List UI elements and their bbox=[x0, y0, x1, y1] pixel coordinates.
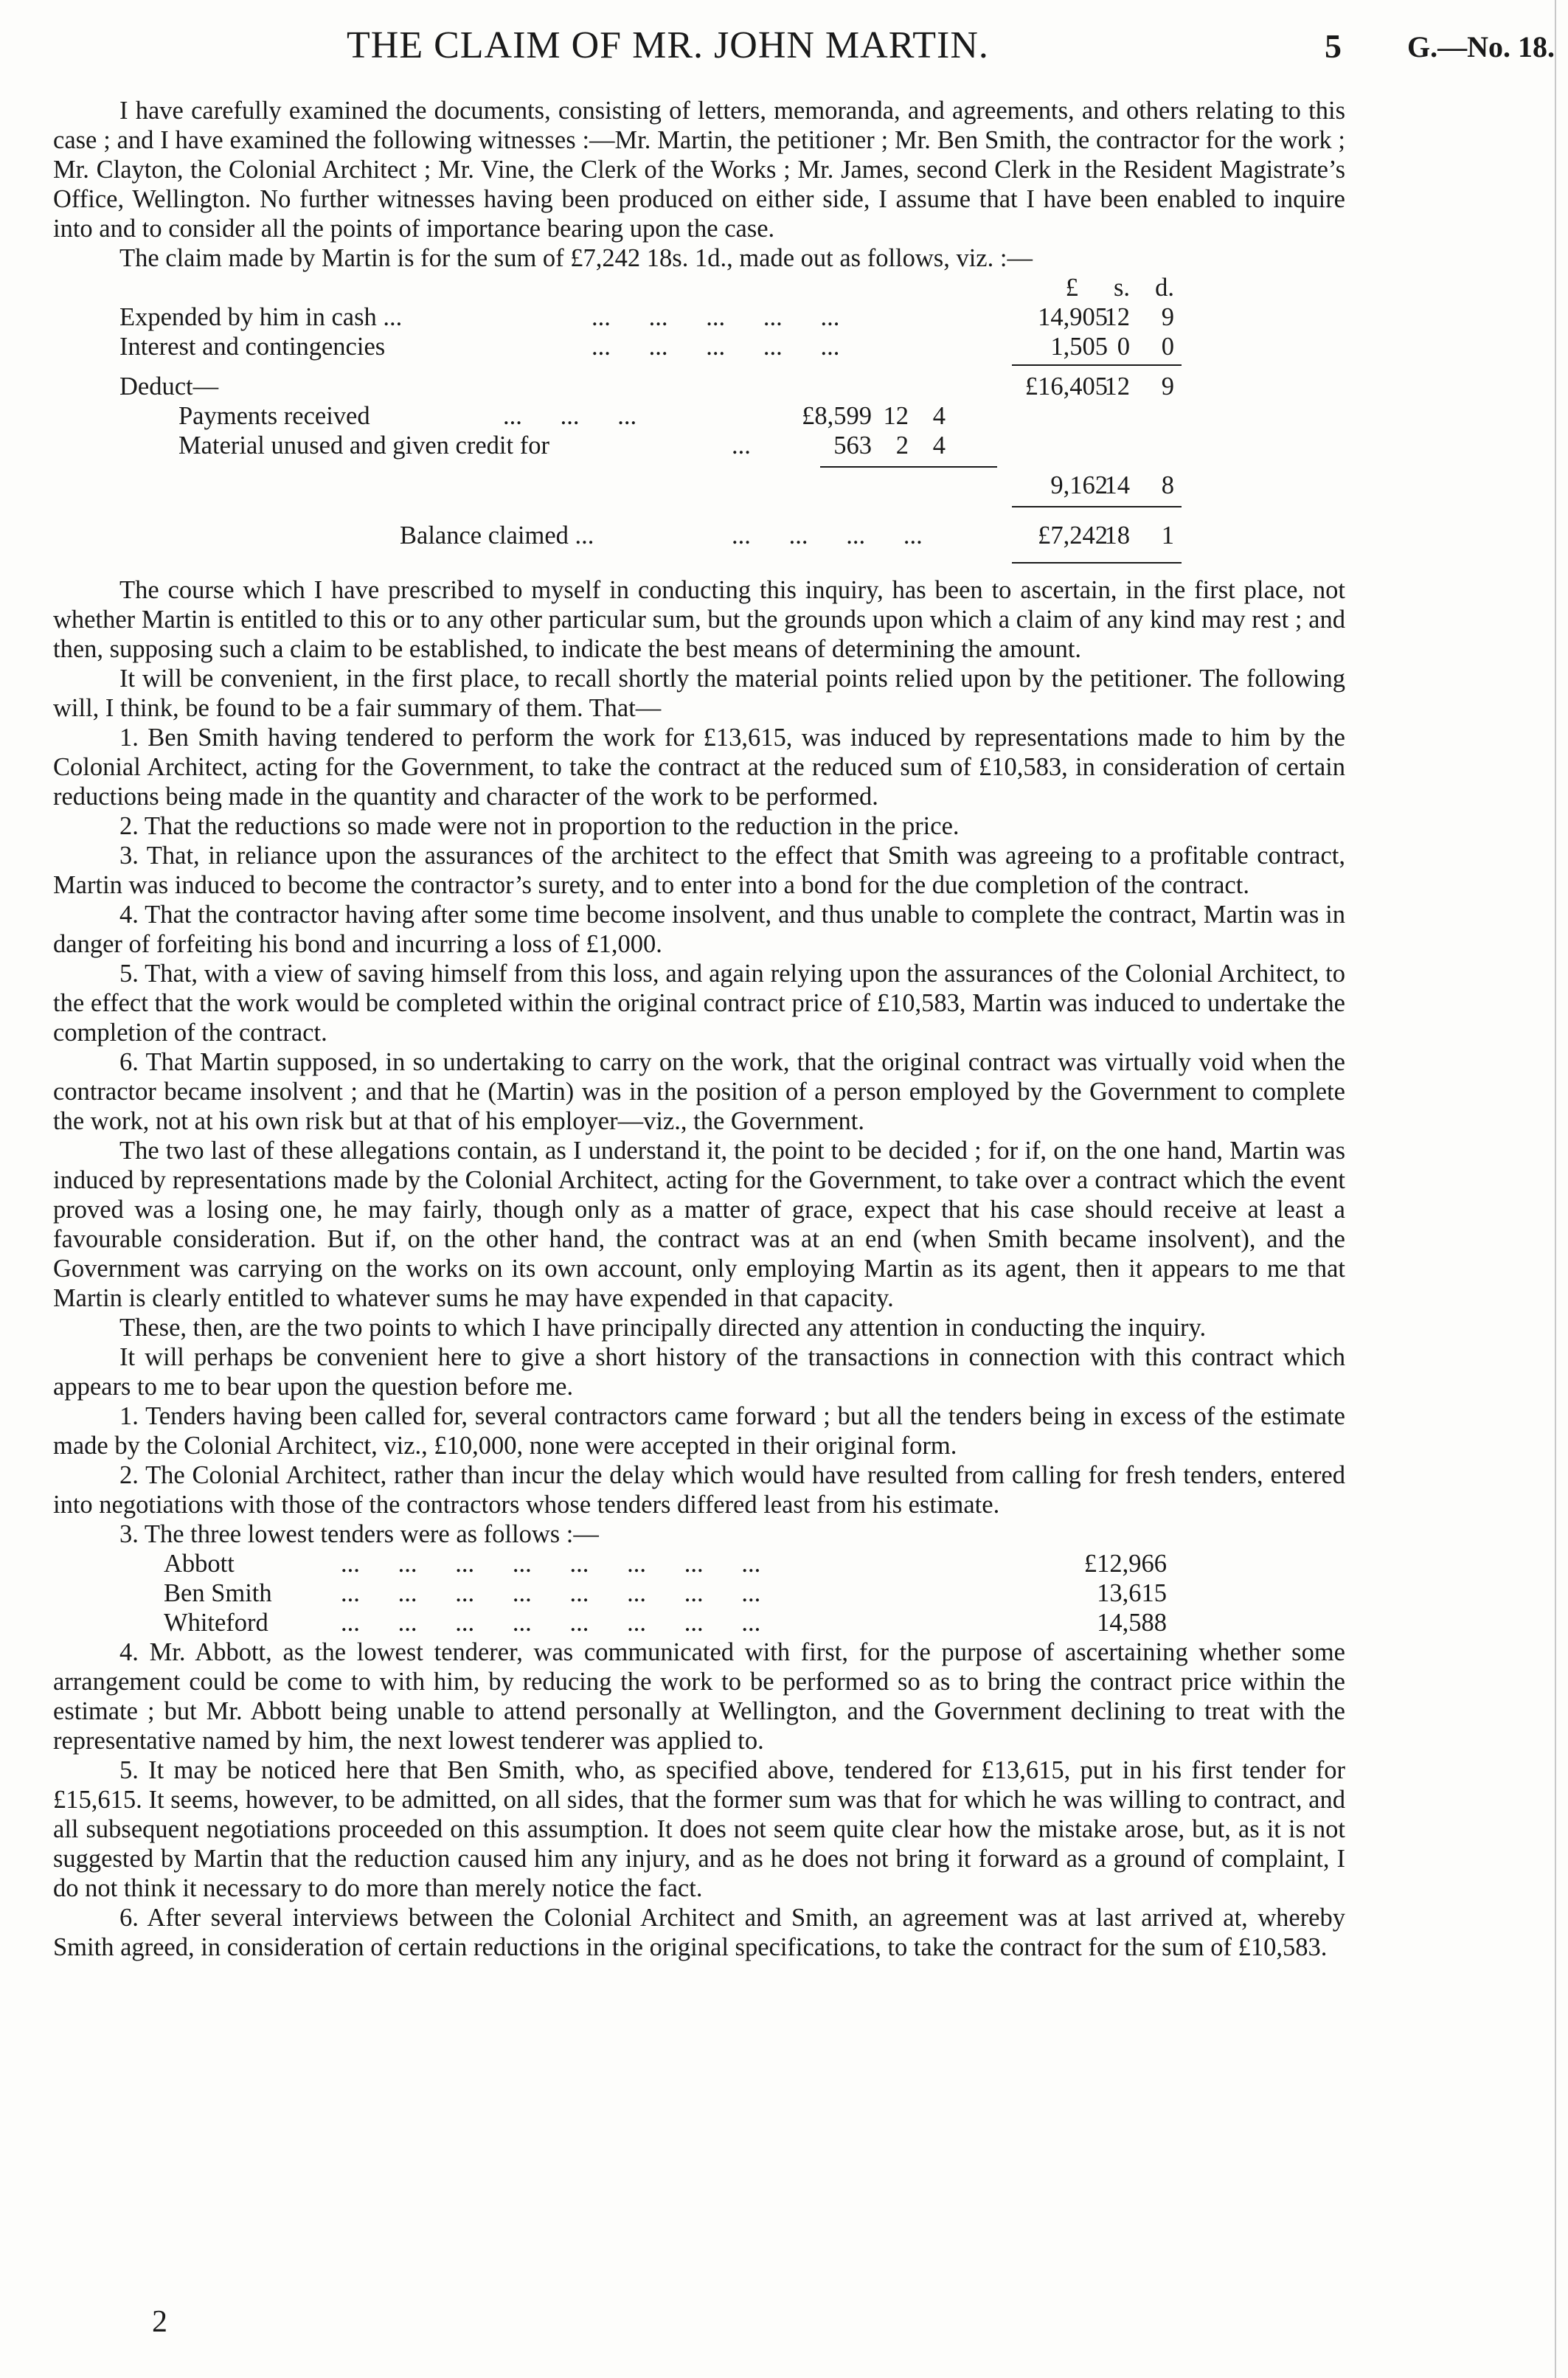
pounds-value: £8,599 bbox=[802, 402, 872, 430]
page-number: 5 bbox=[1325, 27, 1342, 65]
page-title: THE CLAIM OF MR. JOHN MARTIN. bbox=[347, 24, 989, 66]
leader-dots: ... ... ... ... ... ... ... ... bbox=[341, 1550, 761, 1578]
pounds-value: 9,162 bbox=[1050, 471, 1108, 499]
signature-mark: 2 bbox=[152, 2305, 167, 2339]
table-row-subtotal bbox=[53, 372, 1345, 401]
paragraph: It will perhaps be convenient here to give a short history of the transactions in connection with this contract which appears to me to bear upon the question before me. bbox=[53, 1343, 1345, 1401]
tender-row bbox=[53, 1608, 1345, 1637]
pence-value: 9 bbox=[1161, 372, 1174, 401]
deduct-label: Deduct— bbox=[119, 372, 219, 401]
document-body bbox=[53, 96, 1345, 1962]
pence-value: 4 bbox=[932, 402, 946, 430]
row-label: Expended by him in cash ... bbox=[119, 303, 403, 331]
row-label: Payments received bbox=[178, 402, 370, 430]
claim-table bbox=[53, 273, 1345, 568]
tender-name: Ben Smith bbox=[164, 1579, 272, 1607]
pence-value: 1 bbox=[1161, 521, 1174, 550]
shillings-value: 12 bbox=[883, 402, 909, 430]
row-label: Material unused and given credit for bbox=[178, 431, 549, 460]
currency-header-row bbox=[53, 273, 1345, 302]
tenders-table bbox=[53, 1549, 1345, 1637]
list-item: 5. It may be noticed here that Ben Smith, who, as specified above, tendered for £13,615, put in his first tender for £15,615. It seems, however, to be admitted, on all sides, that the former sum was that for which he was willing to contract, and all subsequent negotiations proceeded on this assumption. It does not seem quite clear how the mistake arose, but, as it is not suggested by Martin that the reduction caused him any injury, and as he does not bring it forward as a ground of complaint, I do not think it necessary to do more than merely notice the fact. bbox=[53, 1756, 1345, 1902]
list-item: 3. The three lowest tenders were as follows :— bbox=[119, 1520, 599, 1548]
paragraph: The two last of these allegations contain, as I understand it, the point to be decided ; for if, on the one hand, Martin was induced by representations made by the Colonial Architect, acting for the Government, to take over a contract which the event proved was a losing one, he may fairly, though only as a matter of grace, expect that his case should receive at least a favourable consideration. But if, on the other hand, the contract was at an end (when Smith became insolvent), and the Government was carrying on the works on its own account, only employing Martin as its agent, then it appears to me that Martin is clearly entitled to whatever sums he may have expended in that capacity. bbox=[53, 1137, 1345, 1312]
sum-rule bbox=[1012, 562, 1182, 564]
table-row-balance bbox=[53, 521, 1345, 550]
tender-row bbox=[53, 1578, 1345, 1608]
leader-dots: ... ... ... ... ... bbox=[592, 333, 840, 361]
shillings-value: 18 bbox=[1104, 521, 1130, 550]
pounds-value: 1,505 bbox=[1050, 333, 1108, 361]
paper-number: G.—No. 18. bbox=[1407, 30, 1555, 63]
pence-value: 8 bbox=[1161, 471, 1174, 499]
list-item: 2. The Colonial Architect, rather than incur the delay which would have resulted from calling for fresh tenders, entered into negotiations with those of the contractors whose tenders differed least from his estimate. bbox=[53, 1461, 1345, 1519]
list-item: 4. Mr. Abbott, as the lowest tenderer, was communicated with first, for the purpose of ascertaining whether some arrangement could be come to with him, by reducing the work to be performed so as to bring the contract price within the estimate ; but Mr. Abbott being unable to attend personally at Wellington, and the Government declining to treat with the representative named by him, the next lowest tenderer was applied to. bbox=[53, 1638, 1345, 1755]
shillings-value: 2 bbox=[895, 431, 909, 460]
pence-value: 4 bbox=[932, 431, 946, 460]
list-item: 4. That the contractor having after some time become insolvent, and thus unable to complete the contract, Martin was in danger of forfeiting his bond and incurring a loss of £1,000. bbox=[53, 901, 1345, 958]
list-item: 1. Ben Smith having tendered to perform the work for £13,615, was induced by representations made to him by the Colonial Architect, acting for the Government, to take the contract at the reduced sum of £10,583, in consideration of certain reductions being made in the quantity and character of the work to be performed. bbox=[53, 724, 1345, 811]
sum-rule bbox=[1012, 506, 1182, 507]
pounds-value: 14,905 bbox=[1038, 303, 1108, 331]
pounds-value: £7,242 bbox=[1038, 521, 1108, 550]
tender-row bbox=[53, 1549, 1345, 1578]
list-item: 2. That the reductions so made were not in proportion to the reduction in the price. bbox=[119, 812, 960, 840]
tender-amount: 13,615 bbox=[1097, 1579, 1167, 1607]
list-item: 3. That, in reliance upon the assurances of the architect to the effect that Smith was agreeing to a profitable contract, Martin was induced to become the contractor’s surety, and to enter into a bond for the due completion of the contract. bbox=[53, 842, 1345, 899]
leader-dots: ... ... ... ... ... ... ... ... bbox=[341, 1579, 761, 1607]
pounds-value: 563 bbox=[833, 431, 872, 460]
tender-amount: 14,588 bbox=[1097, 1609, 1167, 1637]
list-item: 6. After several interviews between the Colonial Architect and Smith, an agreement was at last arrived at, whereby Smith agreed, in consideration of certain reductions in the original specifications, to take the contract for the sum of £10,583. bbox=[53, 1904, 1345, 1961]
pounds-header: £ bbox=[1065, 274, 1078, 302]
shillings-value: 12 bbox=[1104, 303, 1130, 331]
paragraph: The claim made by Martin is for the sum of £7,242 18s. 1d., made out as follows, viz. :— bbox=[119, 244, 1033, 272]
paragraph: These, then, are the two points to which I have principally directed any attention in conducting the inquiry. bbox=[119, 1314, 1207, 1342]
table-row-expended bbox=[53, 302, 1345, 332]
table-row-deduction-total bbox=[53, 471, 1345, 500]
sum-rule bbox=[820, 466, 997, 468]
shillings-header: s. bbox=[1113, 274, 1130, 302]
shillings-value: 14 bbox=[1104, 471, 1130, 499]
page-header bbox=[0, 16, 1568, 68]
row-label: Interest and contingencies bbox=[119, 333, 386, 361]
page-edge-rule bbox=[1555, 0, 1556, 2378]
pence-value: 9 bbox=[1161, 303, 1174, 331]
tender-amount: £12,966 bbox=[1083, 1550, 1167, 1578]
paragraph: I have carefully examined the documents, consisting of letters, memoranda, and agreements, and others relating to this case ; and I have examined the following witnesses :—Mr. Martin, the petitioner ; Mr. Ben Smith, the contractor for the work ; Mr. Clayton, the Colonial Architect ; Mr. Vine, the Clerk of the Works ; Mr. James, second Clerk in the Resident Magistrate’s Office, Wellington. No further witnesses having been produced on either side, I assume that I have been enabled to inquire into and to consider all the points of importance bearing upon the case. bbox=[53, 97, 1345, 243]
paragraph: The course which I have prescribed to myself in conducting this inquiry, has been to ascertain, in the first place, not whether Martin is entitled to this or to any other particular sum, but the grounds upon which a claim of any kind may rest ; and then, supposing such a claim to be established, to indicate the best means of determining the amount. bbox=[53, 576, 1345, 663]
sum-rule bbox=[1012, 364, 1182, 366]
table-row-material bbox=[53, 431, 1345, 460]
pence-value: 0 bbox=[1161, 333, 1174, 361]
shillings-value: 12 bbox=[1104, 372, 1130, 401]
list-item: 5. That, with a view of saving himself from this loss, and again relying upon the assurances of the Colonial Architect, to the effect that the work would be completed within the original contract price of £10,583, Martin was induced to undertake the completion of the contract. bbox=[53, 960, 1345, 1047]
leader-dots: ... ... ... ... bbox=[732, 521, 923, 550]
leader-dots: ... ... ... ... ... ... ... ... bbox=[341, 1609, 761, 1637]
tender-name: Whiteford bbox=[164, 1609, 268, 1637]
tender-name: Abbott bbox=[164, 1550, 235, 1578]
leader-dots: ... ... ... bbox=[503, 402, 637, 430]
shillings-value: 0 bbox=[1117, 333, 1130, 361]
leader-dots: ... bbox=[732, 431, 751, 460]
pence-header: d. bbox=[1155, 274, 1174, 302]
list-item: 1. Tenders having been called for, several contractors came forward ; but all the tenders being in excess of the estimate made by the Colonial Architect, viz., £10,000, none were accepted in their original form. bbox=[53, 1402, 1345, 1460]
table-row-payments bbox=[53, 401, 1345, 431]
pounds-value: £16,405 bbox=[1024, 372, 1108, 401]
table-row-interest bbox=[53, 332, 1345, 361]
leader-dots: ... ... ... ... ... bbox=[592, 303, 840, 331]
list-item: 6. That Martin supposed, in so undertaking to carry on the work, that the original contract was virtually void when the contractor became insolvent ; and that he (Martin) was in the position of a person employed by the Government to complete the work, not at his own risk but at that of his employer—viz., the Government. bbox=[53, 1048, 1345, 1135]
row-label: Balance claimed ... bbox=[400, 521, 594, 550]
paragraph: It will be convenient, in the first place, to recall shortly the material points relied upon by the petitioner. The following will, I think, be found to be a fair summary of them. That— bbox=[53, 665, 1345, 722]
